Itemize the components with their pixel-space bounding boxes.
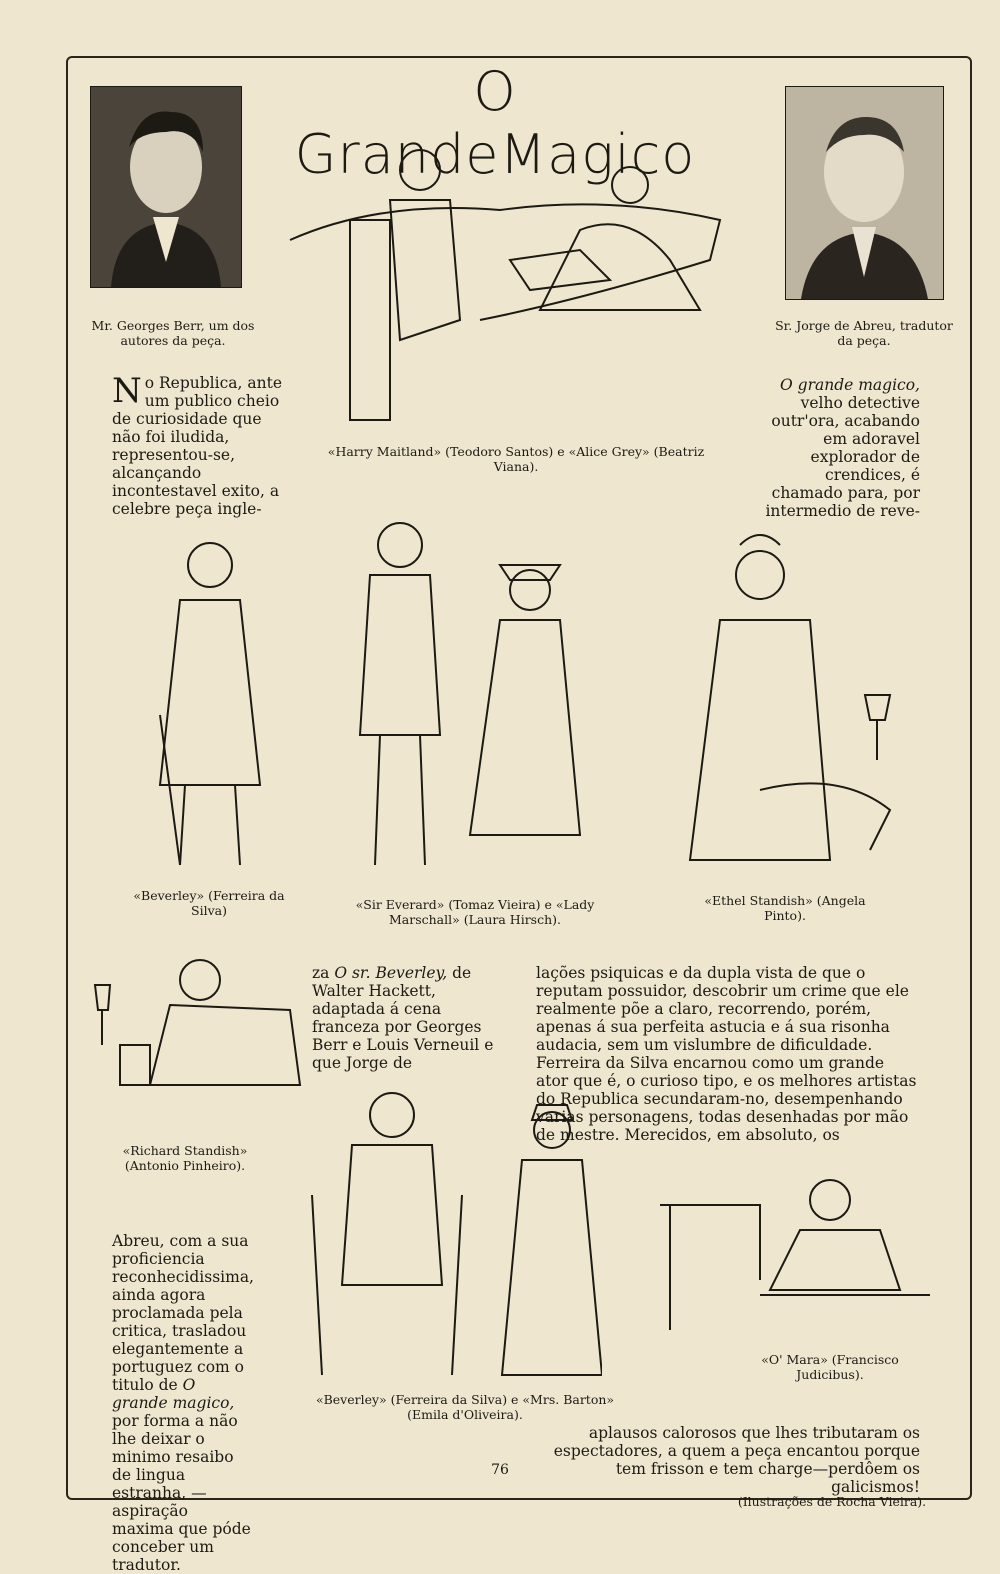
caption-richard-standish: «Richard Standish» (Antonio Pinheiro). [122,1143,248,1173]
left-post: por forma a não lhe deixar o minimo resaibo de lingua estranha, — aspiração maxima que póde conceber um tradutor. [112,1412,251,1574]
left-column [112,1232,254,1574]
intro-title-em: O grande magico, [780,376,920,394]
caption-ethel-standish: «Ethel Standish» (Angela Pinto). [704,893,866,923]
illustration-o-mara [650,1160,940,1335]
caption-beverley: «Beverley» (Ferreira da Silva) [133,888,285,918]
illustration-beverley [140,525,280,875]
illustration-ethel [670,520,900,875]
caption-harry-maitland: «Harry Maitland» (Teodoro Santos) e «Alice Grey» (Beatriz Viana). [327,444,705,474]
illustration-richard [90,950,310,1095]
middle-column [312,964,504,1072]
illustration-harry-alice [280,140,740,430]
illustration-credit: (Ilustrações de Rocha Vieira). [737,1494,927,1509]
illustration-beverley-barton [282,1085,602,1385]
caption-georges-berr: Mr. Georges Berr, um dos autores da peça. [91,318,255,348]
caption-jorge-de-abreu: Sr. Jorge de Abreu, tradutor da peça. [775,318,953,348]
intro-text: o Republica, ante um publico cheio de curiosidade que não foi iludida, representou-se, alcançando incontestavel exito, a celebre peça ingle- [112,374,282,518]
intro-column-right [762,376,920,520]
right-column: lações psiquicas e da dupla vista de que o reputam possuidor, descobrir um crime que ele realmente põe a claro, recorrendo, porém, apenas á sua perfeita astucia e á sua risonha audacia, sem um vislumbre de dificuldade. Ferreira da Silva encarnou como um grande ator que é, o curioso tipo, e os melhores artistas do Republica secundaram-no, desempenhando varias personagens, todas desenhadas por mão de mestre. Merecidos, em absoluto, os [536,964,917,1144]
left-pre: Abreu, com a sua proficiencia reconhecidissima, ainda agora proclamada pela critica, trasladou elegantemente a portuguez com o titulo de [112,1232,254,1394]
applause-paragraph: aplausos calorosos que lhes tributaram os espectadores, a quem a peça encantou porque tem frisson e tem charge—perdôem os galicismos! [553,1424,920,1496]
caption-sir-everard: «Sir Everard» (Tomaz Vieira) e «Lady Marschall» (Laura Hirsch). [355,897,595,927]
intro-right-text: velho detective outr'ora, acabando em adoravel explorador de crendices, é chamado para, por intermedio de reve- [765,394,920,520]
page-title: O GrandeMagico [294,60,696,186]
illustration-everard-marschall [350,515,590,875]
middle-text: de Walter Hackett, adaptada á cena franceza por Georges Berr e Louis Verneuil e que Jorge de [312,964,494,1072]
caption-o-mara: «O' Mara» (Francisco Judicibus). [761,1352,899,1382]
middle-em: O sr. Beverley, [334,964,448,982]
drop-cap: N [112,371,142,411]
caption-beverley-mrs-barton: «Beverley» (Ferreira da Silva) e «Mrs. Barton» (Emila d'Oliveira). [315,1392,615,1422]
portrait-jorge-de-abreu [785,86,944,300]
portrait-georges-berr [90,86,242,288]
middle-pre: za [312,964,335,982]
intro-column-left [112,371,282,518]
left-em: O grande magico, [112,1376,235,1412]
page-number: 76 [491,1462,509,1478]
